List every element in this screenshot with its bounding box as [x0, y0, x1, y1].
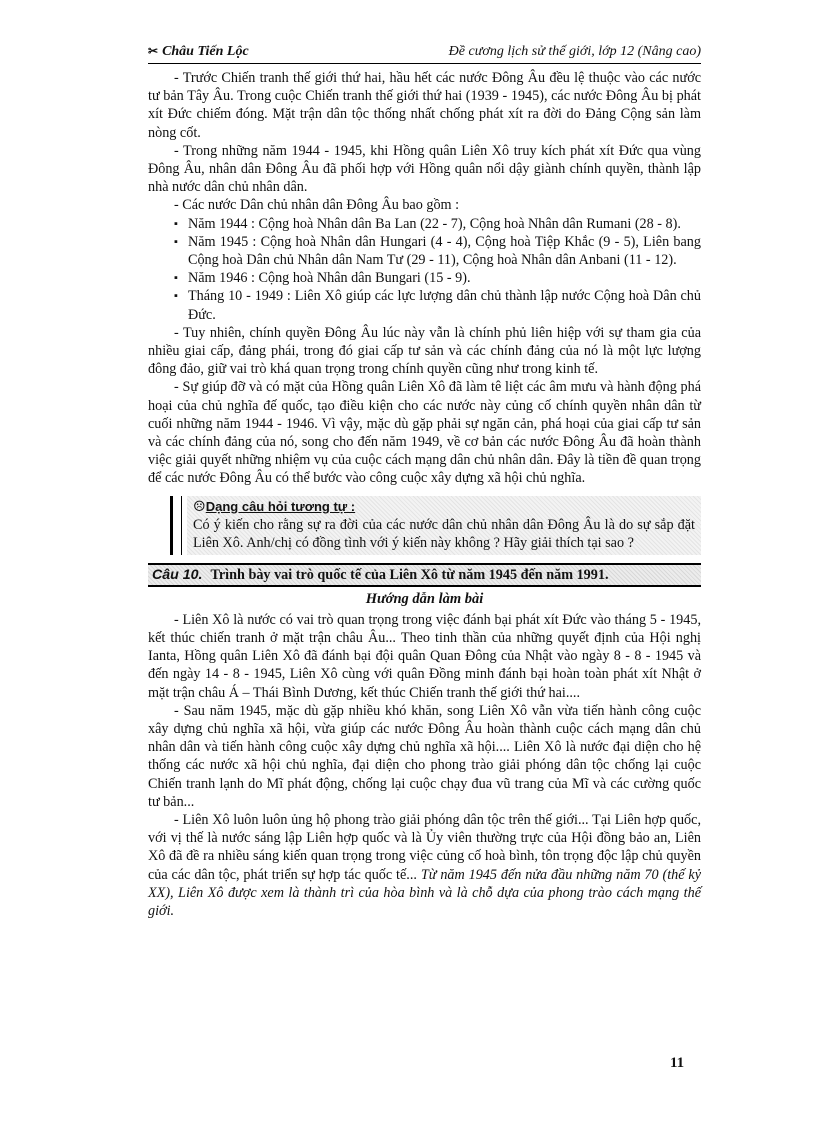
callout-bars [170, 496, 182, 556]
paragraph: - Trước Chiến tranh thế giới thứ hai, hầu hết các nước Đông Âu đều lệ thuộc vào các nước tư bản Tây Âu. Trong cuộc Chiến tranh thế giới thứ hai (1939 - 1945), các nước Đông Âu bị phát xít Đức chiếm đóng. Mặt trận dân tộc thống nhất chống phát xít ra đời do Đảng Cộng sản làm nòng cốt. [148, 70, 701, 141]
similar-question-callout [170, 496, 701, 556]
list-item: ▪ Tháng 10 - 1949 : Liên Xô giúp các lực lượng dân chủ thành lập nước Cộng hoà Dân chủ Đức. [174, 287, 701, 323]
callout-box [187, 496, 701, 556]
callout-title: Dạng câu hỏi tương tự : [205, 498, 356, 514]
running-header [148, 44, 701, 64]
callout-text: Có ý kiến cho rằng sự ra đời của các nước dân chủ nhân dân Đông Âu là do sự sắp đặt Liên Xô. Anh/chị có đồng tình với ý kiến này không ? Hãy giải thích tại sao ? [193, 516, 695, 552]
paragraph-italic-text: Từ năm 1945 đến nửa đầu những năm 70 (thế kỷ XX), Liên Xô được xem là thành trì của hòa bình và là chỗ dựa của phong trào cách mạng thế giới. [148, 866, 702, 919]
callout-title-row [193, 498, 695, 516]
header-title: Đề cương lịch sử thế giới, lớp 12 (Nâng cao) [448, 44, 701, 59]
list-item: ▪ Năm 1946 : Cộng hoà Nhân dân Bungari (15 - 9). [174, 269, 701, 287]
question-number: Câu 10. [152, 567, 203, 584]
page-number: 11 [670, 1055, 685, 1071]
guide-title: Hướng dẫn làm bài [365, 591, 484, 608]
sad-face-icon: ☹ [193, 498, 206, 515]
question-text: Trình bày vai trò quốc tế của Liên Xô từ năm 1945 đến năm 1991. [210, 567, 609, 584]
scissors-icon: ✂ [148, 44, 159, 58]
bullet-list [148, 215, 701, 324]
paragraph: - Các nước Dân chủ nhân dân Đông Âu bao gồm : [174, 197, 460, 214]
body-text [148, 69, 701, 920]
list-item: ▪ Năm 1945 : Cộng hoà Nhân dân Hungari (4 - 4), Cộng hoà Tiệp Khắc (9 - 5), Liên bang Cộng hoà Dân chủ Nhân dân Nam Tư (29 - 11), Cộng hoà Nhân dân Anbani (11 - 12). [174, 233, 701, 269]
paragraph: - Trong những năm 1944 - 1945, khi Hồng quân Liên Xô truy kích phát xít Đức qua vùng Đông Âu, nhân dân Đông Âu đã phối hợp với Hồng quân nổi dậy giành chính quyền, thành lập nhà nước dân chủ nhân dân. [148, 142, 701, 196]
paragraph-text: - Liên Xô luôn luôn ủng hộ phong trào giải phóng dân tộc trên thế giới... Tại Liên hợp quốc, với vị thế là nước sáng lập Liên hợp quốc và là Ủy viên thường trực của Hội đồng bảo an, Liên Xô đã đề ra nhiều sáng kiến quan trọng trong việc củng cố hoà bình, tôn trọng độc lập chủ quyền của các dân tộc, phát triển sự hợp tác quốc tế... [148, 811, 701, 883]
paragraph [148, 811, 701, 920]
paragraph: - Sự giúp đỡ và có mặt của Hồng quân Liên Xô đã làm tê liệt các âm mưu và hành động phá hoại của chủ nghĩa đế quốc, tạo điều kiện cho các nước này củng cố chính quyền nhân dân từ cuối những năm 1944 - 1946. Vì vậy, mặc dù gặp phải sự ngăn cản, phá hoại của giai cấp tư sản và các chính đảng của nó, song cho đến năm 1949, về cơ bản các nước Đông Âu đã hoàn thành việc giải quyết những nhiệm vụ của cuộc cách mạng dân chủ nhân dân. Đây là tiền đề quan trọng để các nước Đông Âu có thể bước vào công cuộc xây dựng xã hội chủ nghĩa. [148, 379, 701, 487]
page [148, 44, 701, 920]
list-item: ▪ Năm 1944 : Cộng hoà Nhân dân Ba Lan (22 - 7), Cộng hoà Nhân dân Rumani (28 - 8). [174, 215, 701, 233]
paragraph: - Sau năm 1945, mặc dù gặp nhiều khó khăn, song Liên Xô vẫn vừa tiến hành công cuộc xây dựng chủ nghĩa xã hội, vừa giúp các nước Đông Âu hoàn thành cuộc cách mạng dân chủ nhân dân và tiến hành công cuộc xây dựng chủ nghĩa xã hội.... Liên Xô là nước đại diện cho hệ thống các nước xã hội chủ nghĩa, đại diện cho phong trào giải phóng dân tộc chống lại cuộc Chiến tranh lạnh do Mĩ phát động, chống lại cuộc chạy đua vũ trang của Mĩ và các cường quốc tư bản... [148, 702, 701, 810]
question-heading [148, 563, 701, 587]
author-name: Châu Tiến Lộc [162, 44, 249, 59]
paragraph: - Tuy nhiên, chính quyền Đông Âu lúc này vẫn là chính phủ liên hiệp với sự tham gia của nhiều giai cấp, đảng phái, trong đó giai cấp tư sản và các chính đảng của nó là một lực lượng đông đảo, giữ vai trò khá quan trọng trong chính quyền cũng như trong kinh tế. [148, 324, 701, 378]
paragraph: - Liên Xô là nước có vai trò quan trọng trong việc đánh bại phát xít Đức vào tháng 5 - 1945, kết thúc chiến tranh ở mặt trận châu Âu... Theo tinh thần của những quyết định của Hội nghị Ianta, Hồng quân Liên Xô đã đánh bại đội quân Quan Đông của Nhật vào ngày 8 - 8 - 1945 và đến ngày 14 - 8 - 1945, Liên Xô cùng với quân Đồng minh đánh bại hoàn toàn phát xít Nhật ở mặt trận châu Á – Thái Bình Dương, kết thúc Chiến tranh thế giới thứ hai.... [148, 611, 701, 701]
header-author [148, 44, 249, 60]
